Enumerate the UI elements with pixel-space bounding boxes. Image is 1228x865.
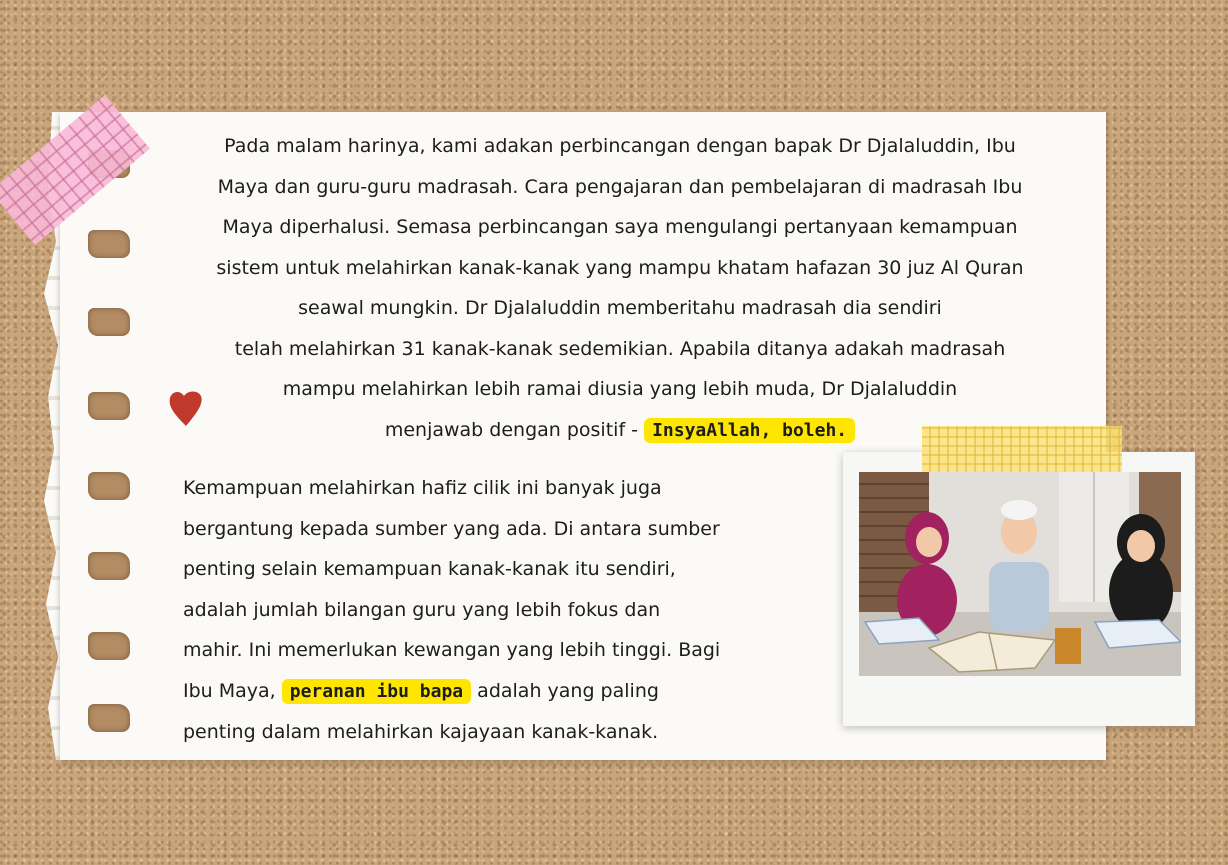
perforation-notch: [88, 308, 130, 336]
perforation-notch: [88, 230, 130, 258]
paragraph-1-line: Maya diperhalusi. Semasa perbincangan saya mengulangi pertanyaan kemampuan: [222, 216, 1018, 238]
paragraph-2-line: bergantung kepada sumber yang ada. Di antara sumber: [183, 517, 720, 540]
yellow-washi-tape: [922, 426, 1122, 472]
heart-icon: [166, 386, 206, 430]
highlight-insyaallah: InsyaAllah, boleh.: [644, 418, 855, 443]
paragraph-1-line: Maya dan guru-guru madrasah. Cara pengajaran dan pembelajaran di madrasah Ibu: [217, 175, 1023, 198]
highlight-peranan-ibu-bapa: peranan ibu bapa: [282, 679, 471, 704]
line-prefix: menjawab dengan positif -: [384, 418, 645, 441]
paragraph-2-line: mahir. Ini memerlukan kewangan yang lebih tinggi. Bagi: [183, 639, 721, 661]
perforation-notch: [88, 552, 130, 580]
children-reading-quran-photo: [859, 472, 1181, 676]
paragraph-2: [183, 468, 823, 753]
paragraph-1-line: sistem untuk melahirkan kanak-kanak yang mampu khatam hafazan 30 juz Al Quran: [216, 256, 1024, 279]
paragraph-2-line: [183, 671, 823, 713]
perforation-notch: [88, 704, 130, 732]
paragraph-1-line: mampu melahirkan lebih ramai diusia yang lebih muda, Dr Djalaluddin: [282, 378, 958, 400]
perforation-notch: [88, 392, 130, 420]
line-prefix: Ibu Maya,: [183, 679, 282, 702]
paragraph-1-line: seawal mungkin. Dr Djalaluddin memberitahu madrasah dia sendiri: [298, 297, 942, 319]
paragraph-1-line: Pada malam harinya, kami adakan perbincangan dengan bapak Dr Djalaluddin, Ibu: [224, 135, 1016, 157]
paragraph-1: [150, 126, 1090, 451]
perforation-notch: [88, 632, 130, 660]
paragraph-1-line: telah melahirkan 31 kanak-kanak sedemikian. Apabila ditanya adakah madrasah: [234, 337, 1006, 360]
paragraph-2-line: penting selain kemampuan kanak-kanak itu sendiri,: [183, 558, 676, 580]
line-suffix: adalah yang paling: [471, 679, 659, 702]
polaroid-frame: [843, 452, 1195, 726]
paragraph-2-line: penting dalam melahirkan kajayaan kanak-kanak.: [183, 721, 659, 743]
paragraph-2-line: Kemampuan melahirkan hafiz cilik ini banyak juga: [183, 477, 662, 499]
perforation-notch: [88, 472, 130, 500]
paragraph-2-line: adalah jumlah bilangan guru yang lebih fokus dan: [183, 598, 661, 621]
